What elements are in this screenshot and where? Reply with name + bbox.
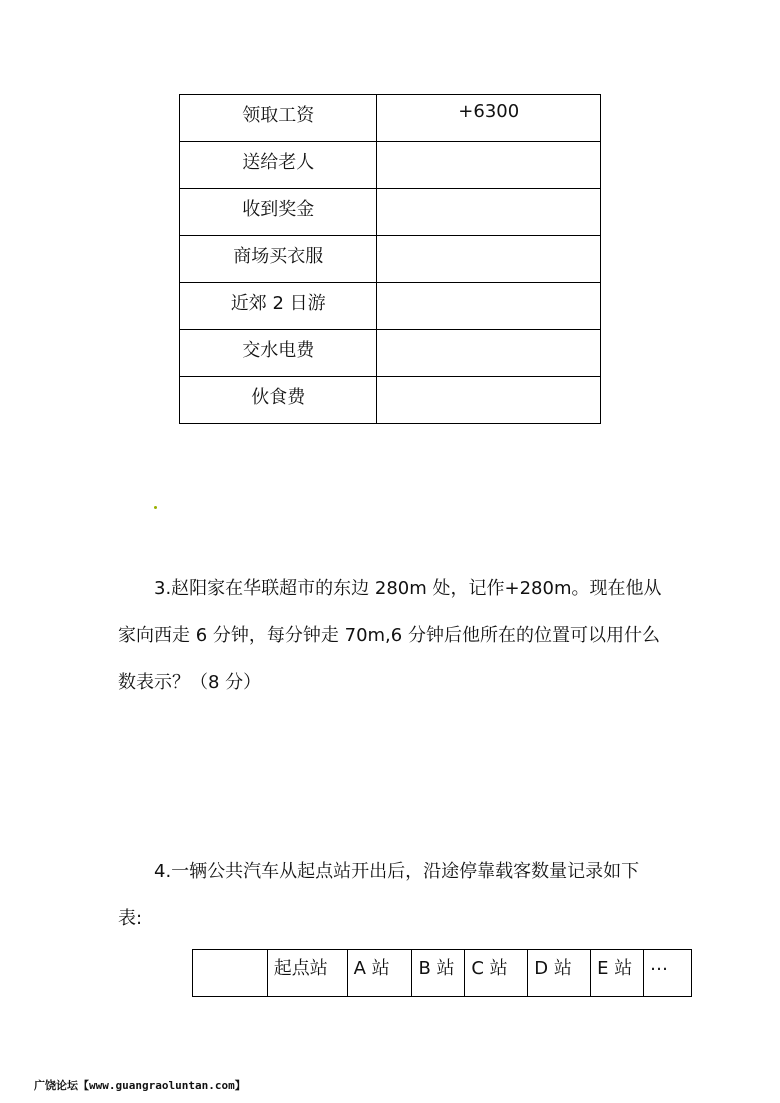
header-cell: E 站 — [591, 950, 644, 997]
header-cell: … — [644, 950, 692, 997]
footer-text: 广饶论坛【www.guangraoluntan.com】 — [34, 1079, 246, 1092]
question-3-line-1 — [118, 565, 678, 612]
table-row — [180, 283, 601, 330]
question-4 — [118, 848, 678, 942]
table-row — [180, 142, 601, 189]
bus-table — [192, 949, 692, 997]
amount-cell — [377, 142, 601, 189]
question-3 — [118, 565, 678, 706]
amount-cell — [377, 330, 601, 377]
item-cell: 近郊 2 日游 — [180, 283, 377, 330]
table-row — [180, 95, 601, 142]
item-cell: 商场买衣服 — [180, 236, 377, 283]
amount-cell: +6300 — [377, 95, 601, 142]
question-4-text-1: 4.一辆公共汽车从起点站开出后，沿途停靠载客数量记录如下 — [154, 861, 640, 882]
header-cell: C 站 — [465, 950, 528, 997]
item-cell: 送给老人 — [180, 142, 377, 189]
amount-cell — [377, 283, 601, 330]
question-4-line-2: 表: — [118, 908, 143, 929]
header-cell — [193, 950, 268, 997]
header-cell: B 站 — [412, 950, 465, 997]
table-row — [180, 377, 601, 424]
item-cell: 领取工资 — [180, 95, 377, 142]
amount-cell — [377, 236, 601, 283]
amount-cell — [377, 377, 601, 424]
question-4-line-1 — [118, 848, 678, 895]
table-row — [193, 950, 692, 997]
item-cell: 收到奖金 — [180, 189, 377, 236]
table-row — [180, 330, 601, 377]
question-3-text-1: 3.赵阳家在华联超市的东边 280m 处，记作+280m。现在他从 — [154, 578, 662, 599]
item-cell: 伙食费 — [180, 377, 377, 424]
table-row — [180, 236, 601, 283]
header-cell: 起点站 — [267, 950, 347, 997]
question-3-line-2: 家向西走 6 分钟，每分钟走 70m,6 分钟后他所在的位置可以用什么 — [118, 625, 660, 646]
header-cell: A 站 — [347, 950, 412, 997]
header-cell: D 站 — [528, 950, 591, 997]
question-3-line-3: 数表示？（8 分） — [118, 672, 262, 693]
finance-table — [179, 94, 601, 424]
table-row — [180, 189, 601, 236]
amount-cell — [377, 189, 601, 236]
stray-dot — [154, 506, 157, 509]
item-cell: 交水电费 — [180, 330, 377, 377]
